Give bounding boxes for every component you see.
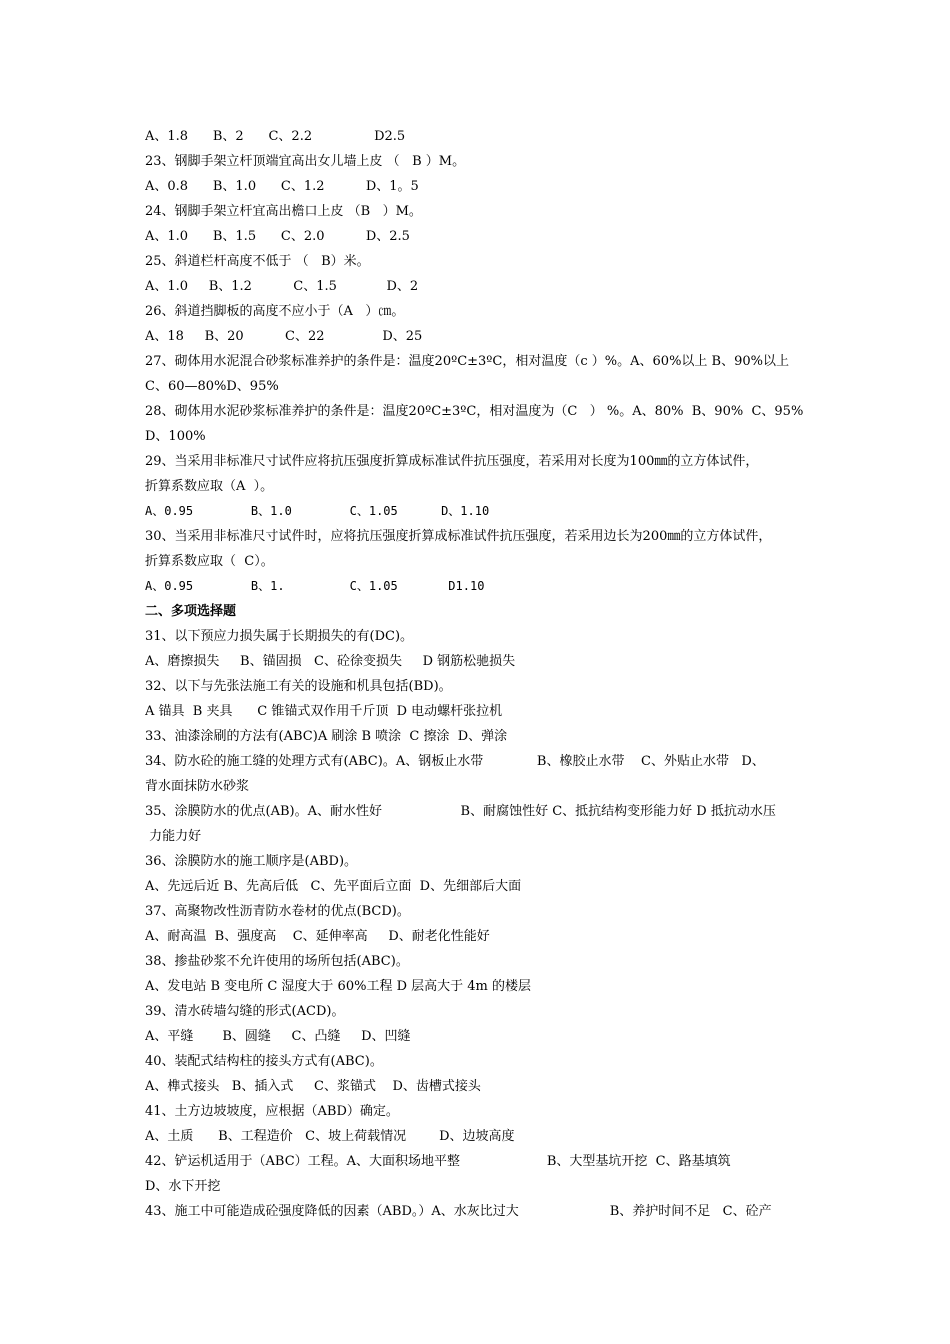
- question-34: 34、防水砼的施工缝的处理方式有(ABC)。A、钢板止水带 B、橡胶止水带 C、外贴止水带 D、: [145, 754, 765, 769]
- question-30: 30、当采用非标准尺寸试件时，应将抗压强度折算成标准试件抗压强度，若采用边长为200㎜的立方体试件，: [145, 529, 772, 544]
- options-39: A、平缝 B、圆缝 C、凸缝 D、凹缝: [145, 1029, 411, 1044]
- question-35: 35、涂膜防水的优点(AB)。A、耐水性好 B、耐腐蚀性好 C、抵抗结构变形能力好 D 抵抗动水压: [145, 804, 776, 819]
- question-30-cont: 折算系数应取（ C）。: [145, 554, 274, 569]
- question-26: 26、斜道挡脚板的高度不应小于（A ）㎝。: [145, 304, 405, 319]
- options-23: A、0.8 B、1.0 C、1.2 D、1。5: [145, 179, 419, 194]
- question-29: 29、当采用非标准尺寸试件应将抗压强度折算成标准试件抗压强度，若采用对长度为100㎜的立方体试件，: [145, 454, 759, 469]
- options-29: A、0.95 B、1.0 C、1.05 D、1.10: [145, 504, 490, 518]
- options-38: A、发电站 B 变电所 C 湿度大于 60%工程 D 层高大于 4m 的楼层: [145, 979, 531, 994]
- question-29-cont: 折算系数应取（A ）。: [145, 479, 274, 494]
- options-26: A、18 B、20 C、22 D、25: [145, 329, 423, 344]
- question-25: 25、斜道栏杆高度不低于 （ B）米。: [145, 254, 370, 269]
- question-37: 37、高聚物改性沥青防水卷材的优点(BCD)。: [145, 904, 410, 919]
- options-40: A、榫式接头 B、插入式 C、浆锚式 D、齿槽式接头: [145, 1079, 481, 1094]
- options-41: A、土质 B、工程造价 C、坡上荷载情况 D、边坡高度: [145, 1129, 515, 1144]
- question-38: 38、掺盐砂浆不允许使用的场所包括(ABC)。: [145, 954, 409, 969]
- options-36: A、先远后近 B、先高后低 C、先平面后立面 D、先细部后大面: [145, 879, 522, 894]
- section-heading: 二、多项选择题: [145, 604, 237, 619]
- options-27: C、60—80%D、95%: [145, 379, 279, 394]
- options-35: 力能力好: [145, 829, 202, 844]
- options-25: A、1.0 B、1.2 C、1.5 D、2: [145, 279, 419, 294]
- question-40: 40、装配式结构柱的接头方式有(ABC)。: [145, 1054, 383, 1069]
- options-30: A、0.95 B、1. C、1.05 D1.10: [145, 579, 485, 593]
- question-28: 28、砌体用水泥砂浆标准养护的条件是：温度20ºC±3ºC，相对温度为（C ） %。A、80% B、90% C、95%: [145, 404, 804, 419]
- question-33: 33、油漆涂刷的方法有(ABC)A 刷涂 B 喷涂 C 擦涂 D、弹涂: [145, 729, 508, 744]
- options-37: A、耐高温 B、强度高 C、延伸率高 D、耐老化性能好: [145, 929, 490, 944]
- options-32: A 锚具 B 夹具 C 锥锚式双作用千斤顶 D 电动螺杆张拉机: [145, 704, 503, 719]
- question-32: 32、以下与先张法施工有关的设施和机具包括(BD)。: [145, 679, 452, 694]
- document-body: [145, 124, 810, 1224]
- options-31: A、磨擦损失 B、锚固损 C、砼徐变损失 D 钢筋松驰损失: [145, 654, 516, 669]
- question-36: 36、涂膜防水的施工顺序是(ABD)。: [145, 854, 358, 869]
- question-27: 27、砌体用水泥混合砂浆标准养护的条件是：温度20ºC±3ºC，相对温度（c ）%。A、60%以上 B、90%以上: [145, 354, 789, 369]
- options-42: D、水下开挖: [145, 1179, 221, 1194]
- options-28: D、100%: [145, 429, 206, 444]
- options-34: 背水面抹防水砂浆: [145, 779, 250, 794]
- question-39: 39、清水砖墙勾缝的形式(ACD)。: [145, 1004, 345, 1019]
- question-42: 42、铲运机适用于（ABC）工程。A、大面积场地平整 B、大型基坑开挖 C、路基填筑: [145, 1154, 731, 1169]
- question-43: 43、施工中可能造成砼强度降低的因素（ABD。）A、水灰比过大 B、养护时间不足 C、砼产: [145, 1204, 772, 1219]
- text-line: A、1.8 B、2 C、2.2 D2.5: [145, 129, 406, 144]
- question-24: 24、钢脚手架立杆宜高出檐口上皮 （B ）M。: [145, 204, 422, 219]
- question-31: 31、以下预应力损失属于长期损失的有(DC)。: [145, 629, 414, 644]
- options-24: A、1.0 B、1.5 C、2.0 D、2.5: [145, 229, 410, 244]
- question-23: 23、钢脚手架立杆顶端宜高出女儿墙上皮 （ B ）M。: [145, 154, 466, 169]
- question-41: 41、土方边坡坡度，应根据（ABD）确定。: [145, 1104, 399, 1119]
